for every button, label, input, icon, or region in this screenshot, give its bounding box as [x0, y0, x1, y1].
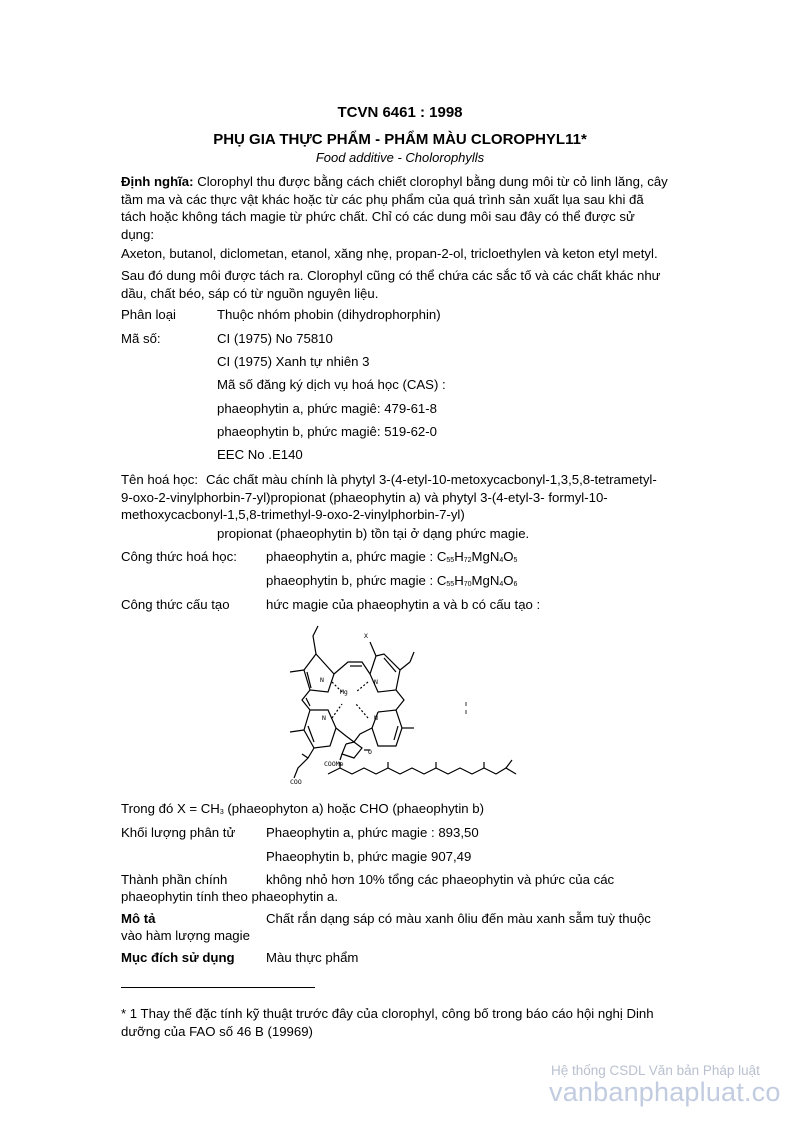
molecular-weight-a: Phaeophytin a, phức magie : 893,50	[266, 825, 479, 840]
description-value: Chất rắn dạng sáp có màu xanh ôliu đến màu xanh sẫm tuỳ thuộc	[266, 911, 651, 926]
watermark-caption: Hệ thống CSDL Văn bản Pháp luật	[551, 1063, 760, 1078]
codes-label: Mã số:	[121, 331, 161, 346]
atom-mg-label: Mg	[340, 688, 348, 696]
chemical-name-line-4: propionat (phaeophytin b) tồn tại ở dạng phức magie.	[217, 526, 530, 541]
chemical-name-line-3: methoxycacbonyl-1,5,8-trimethyl-9-oxo-2-vinylphorbin-7-yl)	[121, 507, 465, 522]
composition-label: Thành phần chính	[121, 872, 228, 887]
code-item: EEC No .E140	[217, 447, 303, 462]
removal-paragraph	[121, 267, 681, 302]
footnote-line-2: dưỡng của FAO số 46 B (19969)	[121, 1023, 313, 1039]
coome-group-label: COOMe	[324, 760, 344, 768]
definition-line-4: dụng:	[121, 226, 155, 242]
formula-b: phaeophytin b, phức magie : $C_{55}H_{70}MgN_4O_6$	[266, 573, 518, 588]
atom-x-label: X	[364, 632, 368, 640]
code-item: CI (1975) No 75810	[217, 331, 333, 346]
atom-n-label: N	[374, 678, 378, 686]
description-line-2: vào hàm lượng magie	[121, 928, 250, 943]
definition-label: Định nghĩa:	[121, 174, 194, 189]
code-item: phaeophytin a, phức magiê: 479-61-8	[217, 401, 437, 416]
definition-line-3: tách hoặc không tách magie từ phức chất. Chỉ có các dung môi sau đây có thể được sử	[121, 209, 635, 224]
structure-caption: hức magie của phaeophytin a và b có cấu tạo :	[266, 597, 541, 612]
definition-line-2: tầm ma và các thực vật khác hoặc từ các phụ phẩm của quá trình sản xuất lụa sau khi đã	[121, 191, 644, 207]
document-subtitle: Food additive - Cholorophylls	[315, 150, 485, 165]
composition-value: không nhỏ hơn 10% tổng các phaeophytin và phức của các	[266, 872, 615, 887]
code-item: Mã số đăng ký dịch vụ hoá học (CAS) :	[217, 377, 446, 392]
chemical-name-label: Tên hoá học:	[121, 472, 198, 487]
document-title: PHỤ GIA THỰC PHẨM - PHẨM MÀU CLOROPHYL11*	[213, 131, 587, 148]
definition-paragraph	[121, 173, 681, 243]
removal-line-2: dầu, chất béo, sáp có từ nguồn nguyên liệu.	[121, 285, 379, 301]
purpose-value: Màu thực phẩm	[266, 950, 359, 965]
code-item: phaeophytin b, phức magiê: 519-62-0	[217, 424, 437, 439]
atom-n-label: N	[320, 676, 324, 684]
footnote-divider	[121, 987, 315, 988]
footnote-line-1: * 1 Thay thế đặc tính kỹ thuật trước đây của clorophyl, công bố trong báo cáo hội nghị Dinh	[121, 1006, 654, 1021]
structure-label: Công thức cấu tạo	[121, 597, 230, 612]
chlorophyll-structure-diagram	[280, 618, 530, 790]
atom-o-label: O	[368, 748, 372, 756]
purpose-label: Mục đích sử dụng	[121, 950, 235, 965]
atom-n-label: N	[374, 714, 378, 722]
classification-value: Thuộc nhóm phobin (dihydrophorphin)	[217, 307, 441, 322]
solvents-list: Axeton, butanol, diclometan, etanol, xăng nhẹ, propan-2-ol, tricloethylen và keton etyl metyl.	[121, 246, 658, 261]
watermark-site: vanbanphapluat.co	[549, 1077, 781, 1107]
description-label: Mô tả	[121, 911, 156, 926]
substituent-note: Trong đó $X = CH_3$ (phaeophyton a) hoặc CHO (phaeophytin b)	[121, 801, 484, 816]
removal-line-1: Sau đó dung môi được tách ra. Clorophyl cũng có thể chứa các sắc tố và các chất khác như	[121, 268, 661, 283]
chemical-name-paragraph	[121, 471, 681, 524]
chemical-name-line-2: 9-oxo-2-vinylphorbin-7-yl)propionat (phaeophytin a) và phytyl 3-(4-etyl-3- formyl-10-	[121, 489, 608, 505]
chemical-name-text: Các chất màu chính là phytyl 3-(4-etyl-10-metoxycacbonyl-1,3,5,8-tetrametyl-	[205, 472, 657, 487]
formula-a: phaeophytin a, phức magie : $C_{55}H_{72}MgN_4O_5$	[266, 549, 518, 564]
code-item: CI (1975) Xanh tự nhiên 3	[217, 354, 370, 369]
classification-label: Phân loại	[121, 307, 176, 322]
atom-n-label: N	[322, 714, 326, 722]
molecular-weight-b: Phaeophytin b, phức magie 907,49	[266, 849, 472, 864]
standard-number: TCVN 6461 : 1998	[337, 104, 463, 121]
molecular-weight-label: Khối lượng phân tử	[121, 825, 236, 840]
footnote	[121, 1005, 681, 1040]
formula-label: Công thức hoá học:	[121, 549, 237, 564]
composition-line-2: phaeophytin tính theo phaeophytin a.	[121, 889, 339, 904]
coo-group-label: COO	[290, 778, 302, 786]
definition-text: Clorophyl thu được bằng cách chiết clorophyl bằng dung môi từ cỏ linh lăng, cây	[193, 174, 668, 189]
